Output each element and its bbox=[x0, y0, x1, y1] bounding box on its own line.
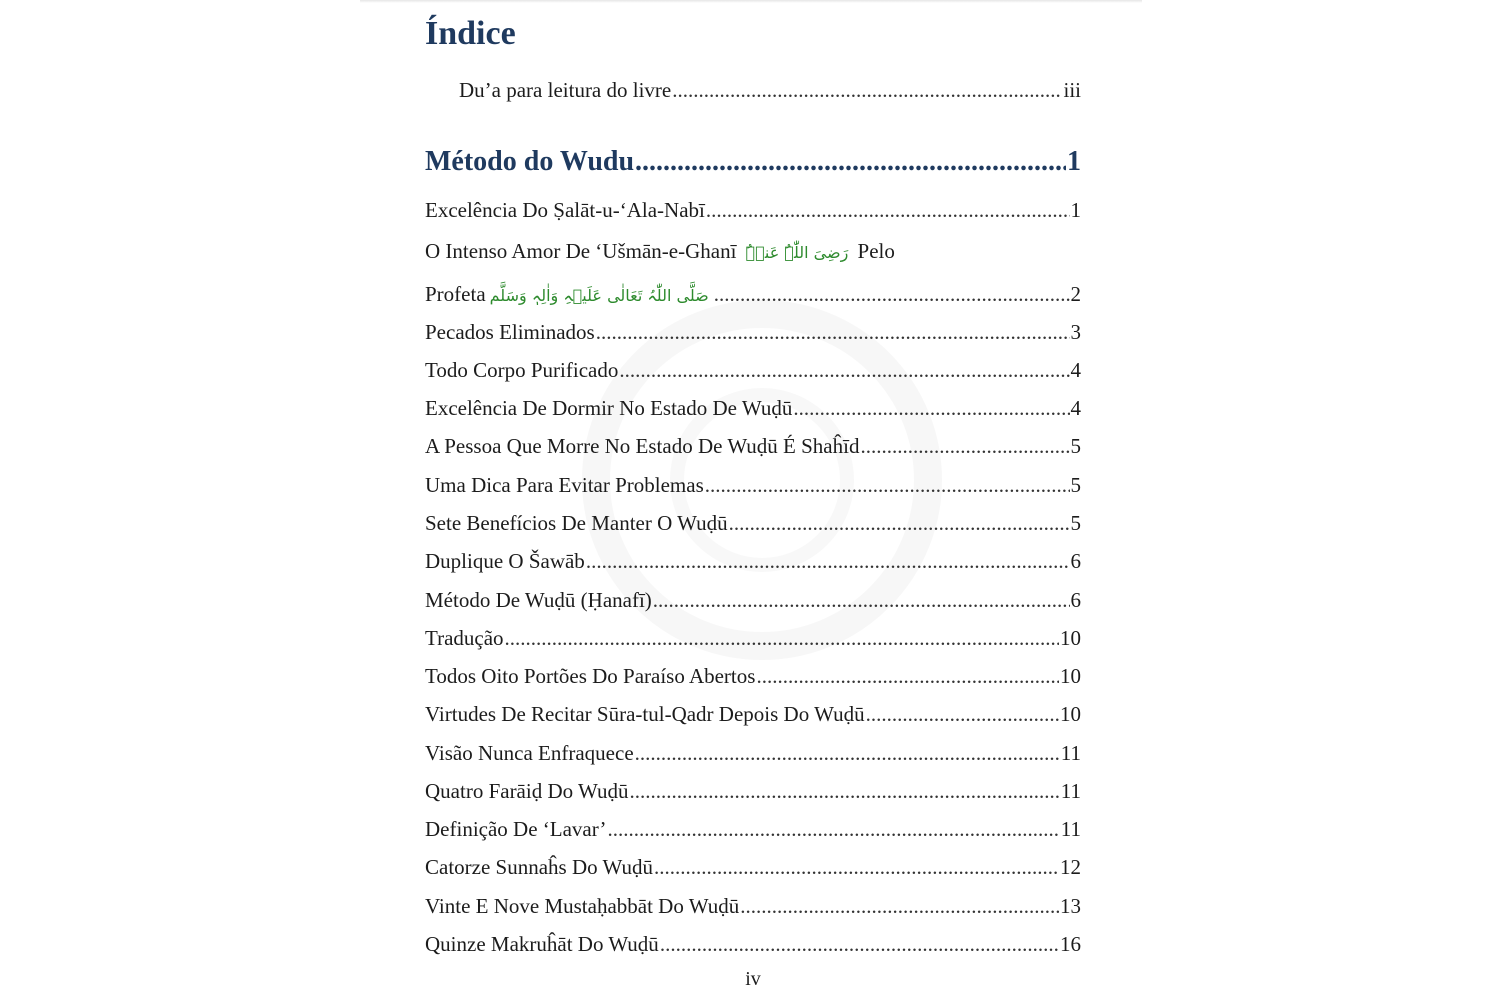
toc-entry[interactable] bbox=[425, 739, 1081, 767]
toc-entry-label: O Intenso Amor De ‘Ušmān-e-Ghanī bbox=[425, 239, 737, 263]
toc-entry-wrapped-line[interactable] bbox=[425, 237, 895, 267]
toc-page-number: 5 bbox=[1070, 434, 1081, 458]
dot-leader bbox=[635, 144, 1066, 180]
dot-leader bbox=[705, 471, 1070, 499]
dot-leader bbox=[635, 739, 1060, 767]
dot-leader bbox=[672, 76, 1062, 104]
toc-page-number: 10 bbox=[1060, 664, 1081, 688]
toc-page-number: 6 bbox=[1070, 549, 1081, 573]
toc-page-number: 3 bbox=[1070, 320, 1081, 344]
dot-leader bbox=[654, 853, 1059, 881]
toc-entry-label: Du’a para leitura do livre bbox=[459, 78, 672, 102]
toc-entry[interactable] bbox=[425, 280, 1081, 310]
toc-page-number: 5 bbox=[1070, 511, 1081, 535]
toc-page-number: 16 bbox=[1060, 932, 1081, 956]
toc-entry-label: Vinte E Nove Mustaḥabbāt Do Wuḍū bbox=[425, 894, 740, 918]
toc-entry[interactable] bbox=[425, 394, 1081, 422]
toc-entry[interactable] bbox=[425, 356, 1081, 384]
dot-leader bbox=[729, 509, 1070, 537]
toc-entry[interactable] bbox=[425, 853, 1081, 881]
toc-entry[interactable] bbox=[425, 892, 1081, 920]
toc-entry[interactable] bbox=[425, 662, 1081, 690]
toc-entry-label: Uma Dica Para Evitar Problemas bbox=[425, 473, 704, 497]
toc-page-number: 12 bbox=[1060, 855, 1081, 879]
toc-page-number: 11 bbox=[1060, 741, 1081, 765]
dot-leader bbox=[714, 280, 1070, 308]
toc-entry-label: Excelência Do Ṣalāt-u-‘Ala-Nabī bbox=[425, 198, 705, 222]
arabic-salutation: صَلَّی اللّٰہُ تَعَالٰی عَلَیۡہِ وَاٰلِہٖ وَسَلَّم bbox=[489, 286, 709, 305]
toc-entry[interactable] bbox=[425, 700, 1081, 728]
toc-entry[interactable] bbox=[425, 318, 1081, 346]
toc-page-number: iii bbox=[1063, 78, 1081, 102]
chapter-title: Método do Wudu bbox=[425, 146, 635, 177]
toc-entry-label: Todos Oito Portões Do Paraíso Abertos bbox=[425, 664, 756, 688]
toc-entry-label: Excelência De Dormir No Estado De Wuḍū bbox=[425, 396, 793, 420]
page-top-edge bbox=[360, 0, 1142, 3]
toc-entry-label: Quinze Makruĥāt Do Wuḍū bbox=[425, 932, 659, 956]
toc-page-number: 5 bbox=[1070, 473, 1081, 497]
toc-entry-label: A Pessoa Que Morre No Estado De Wuḍū É Shaĥīd bbox=[425, 434, 860, 458]
toc-entry[interactable] bbox=[425, 432, 1081, 460]
toc-entry[interactable] bbox=[425, 509, 1081, 537]
toc-entry-label: Método De Wuḍū (Ḥanafī) bbox=[425, 588, 652, 612]
page-title: Índice bbox=[425, 15, 516, 52]
chapter-page-number: 1 bbox=[1067, 146, 1081, 177]
toc-page-number: 13 bbox=[1060, 894, 1081, 918]
toc-page-number: 2 bbox=[1070, 282, 1081, 306]
toc-entry[interactable] bbox=[425, 815, 1081, 843]
dot-leader bbox=[706, 196, 1070, 224]
dot-leader bbox=[653, 586, 1070, 614]
dot-leader bbox=[505, 624, 1059, 652]
dot-leader bbox=[793, 394, 1069, 422]
toc-entry-label-end: Pelo bbox=[857, 239, 895, 263]
toc-entry-label: Tradução bbox=[425, 626, 504, 650]
dot-leader bbox=[740, 892, 1059, 920]
toc-entry-label: Catorze Sunnaĥs Do Wuḍū bbox=[425, 855, 653, 879]
toc-entry-label: Pecados Eliminados bbox=[425, 320, 595, 344]
toc-entry-label: Visão Nunca Enfraquece bbox=[425, 741, 634, 765]
toc-entry-label: Definição De ‘Lavar’ bbox=[425, 817, 607, 841]
toc-entry-label: Sete Benefícios De Manter O Wuḍū bbox=[425, 511, 728, 535]
dot-leader bbox=[619, 356, 1069, 384]
toc-entry-label: Virtudes De Recitar Sūra-tul-Qadr Depois Do Wuḍū bbox=[425, 702, 865, 726]
dot-leader bbox=[660, 930, 1059, 958]
dot-leader bbox=[586, 547, 1070, 575]
toc-page-number: 11 bbox=[1060, 817, 1081, 841]
toc-page-number: 1 bbox=[1070, 198, 1081, 222]
toc-entry-preface[interactable] bbox=[459, 76, 1081, 104]
toc-chapter-heading[interactable] bbox=[425, 144, 1081, 180]
toc-entry[interactable] bbox=[425, 196, 1081, 224]
toc-entry-label: Quatro Farāiḍ Do Wuḍū bbox=[425, 779, 629, 803]
toc-entry-label: Profeta bbox=[425, 282, 486, 306]
toc-page-number: 4 bbox=[1070, 396, 1081, 420]
page-number-footer: iv bbox=[745, 968, 761, 990]
toc-entry[interactable] bbox=[425, 777, 1081, 805]
toc-entry[interactable] bbox=[425, 586, 1081, 614]
dot-leader bbox=[756, 662, 1059, 690]
toc-entry-label: Duplique O Šawāb bbox=[425, 549, 585, 573]
toc-entry-label: Todo Corpo Purificado bbox=[425, 358, 619, 382]
toc-page-number: 4 bbox=[1070, 358, 1081, 382]
dot-leader bbox=[866, 700, 1059, 728]
arabic-honorific: رَضِیَ اللّٰہُ عَنۡہُ bbox=[745, 243, 849, 262]
toc-entry[interactable] bbox=[425, 930, 1081, 958]
toc-entry[interactable] bbox=[425, 547, 1081, 575]
dot-leader bbox=[860, 432, 1069, 460]
toc-entry[interactable] bbox=[425, 471, 1081, 499]
toc-page-number: 10 bbox=[1060, 702, 1081, 726]
toc-page-number: 11 bbox=[1060, 779, 1081, 803]
toc-entry[interactable] bbox=[425, 624, 1081, 652]
dot-leader bbox=[629, 777, 1059, 805]
dot-leader bbox=[596, 318, 1070, 346]
dot-leader bbox=[608, 815, 1060, 843]
toc-page-number: 6 bbox=[1070, 588, 1081, 612]
toc-page-number: 10 bbox=[1060, 626, 1081, 650]
